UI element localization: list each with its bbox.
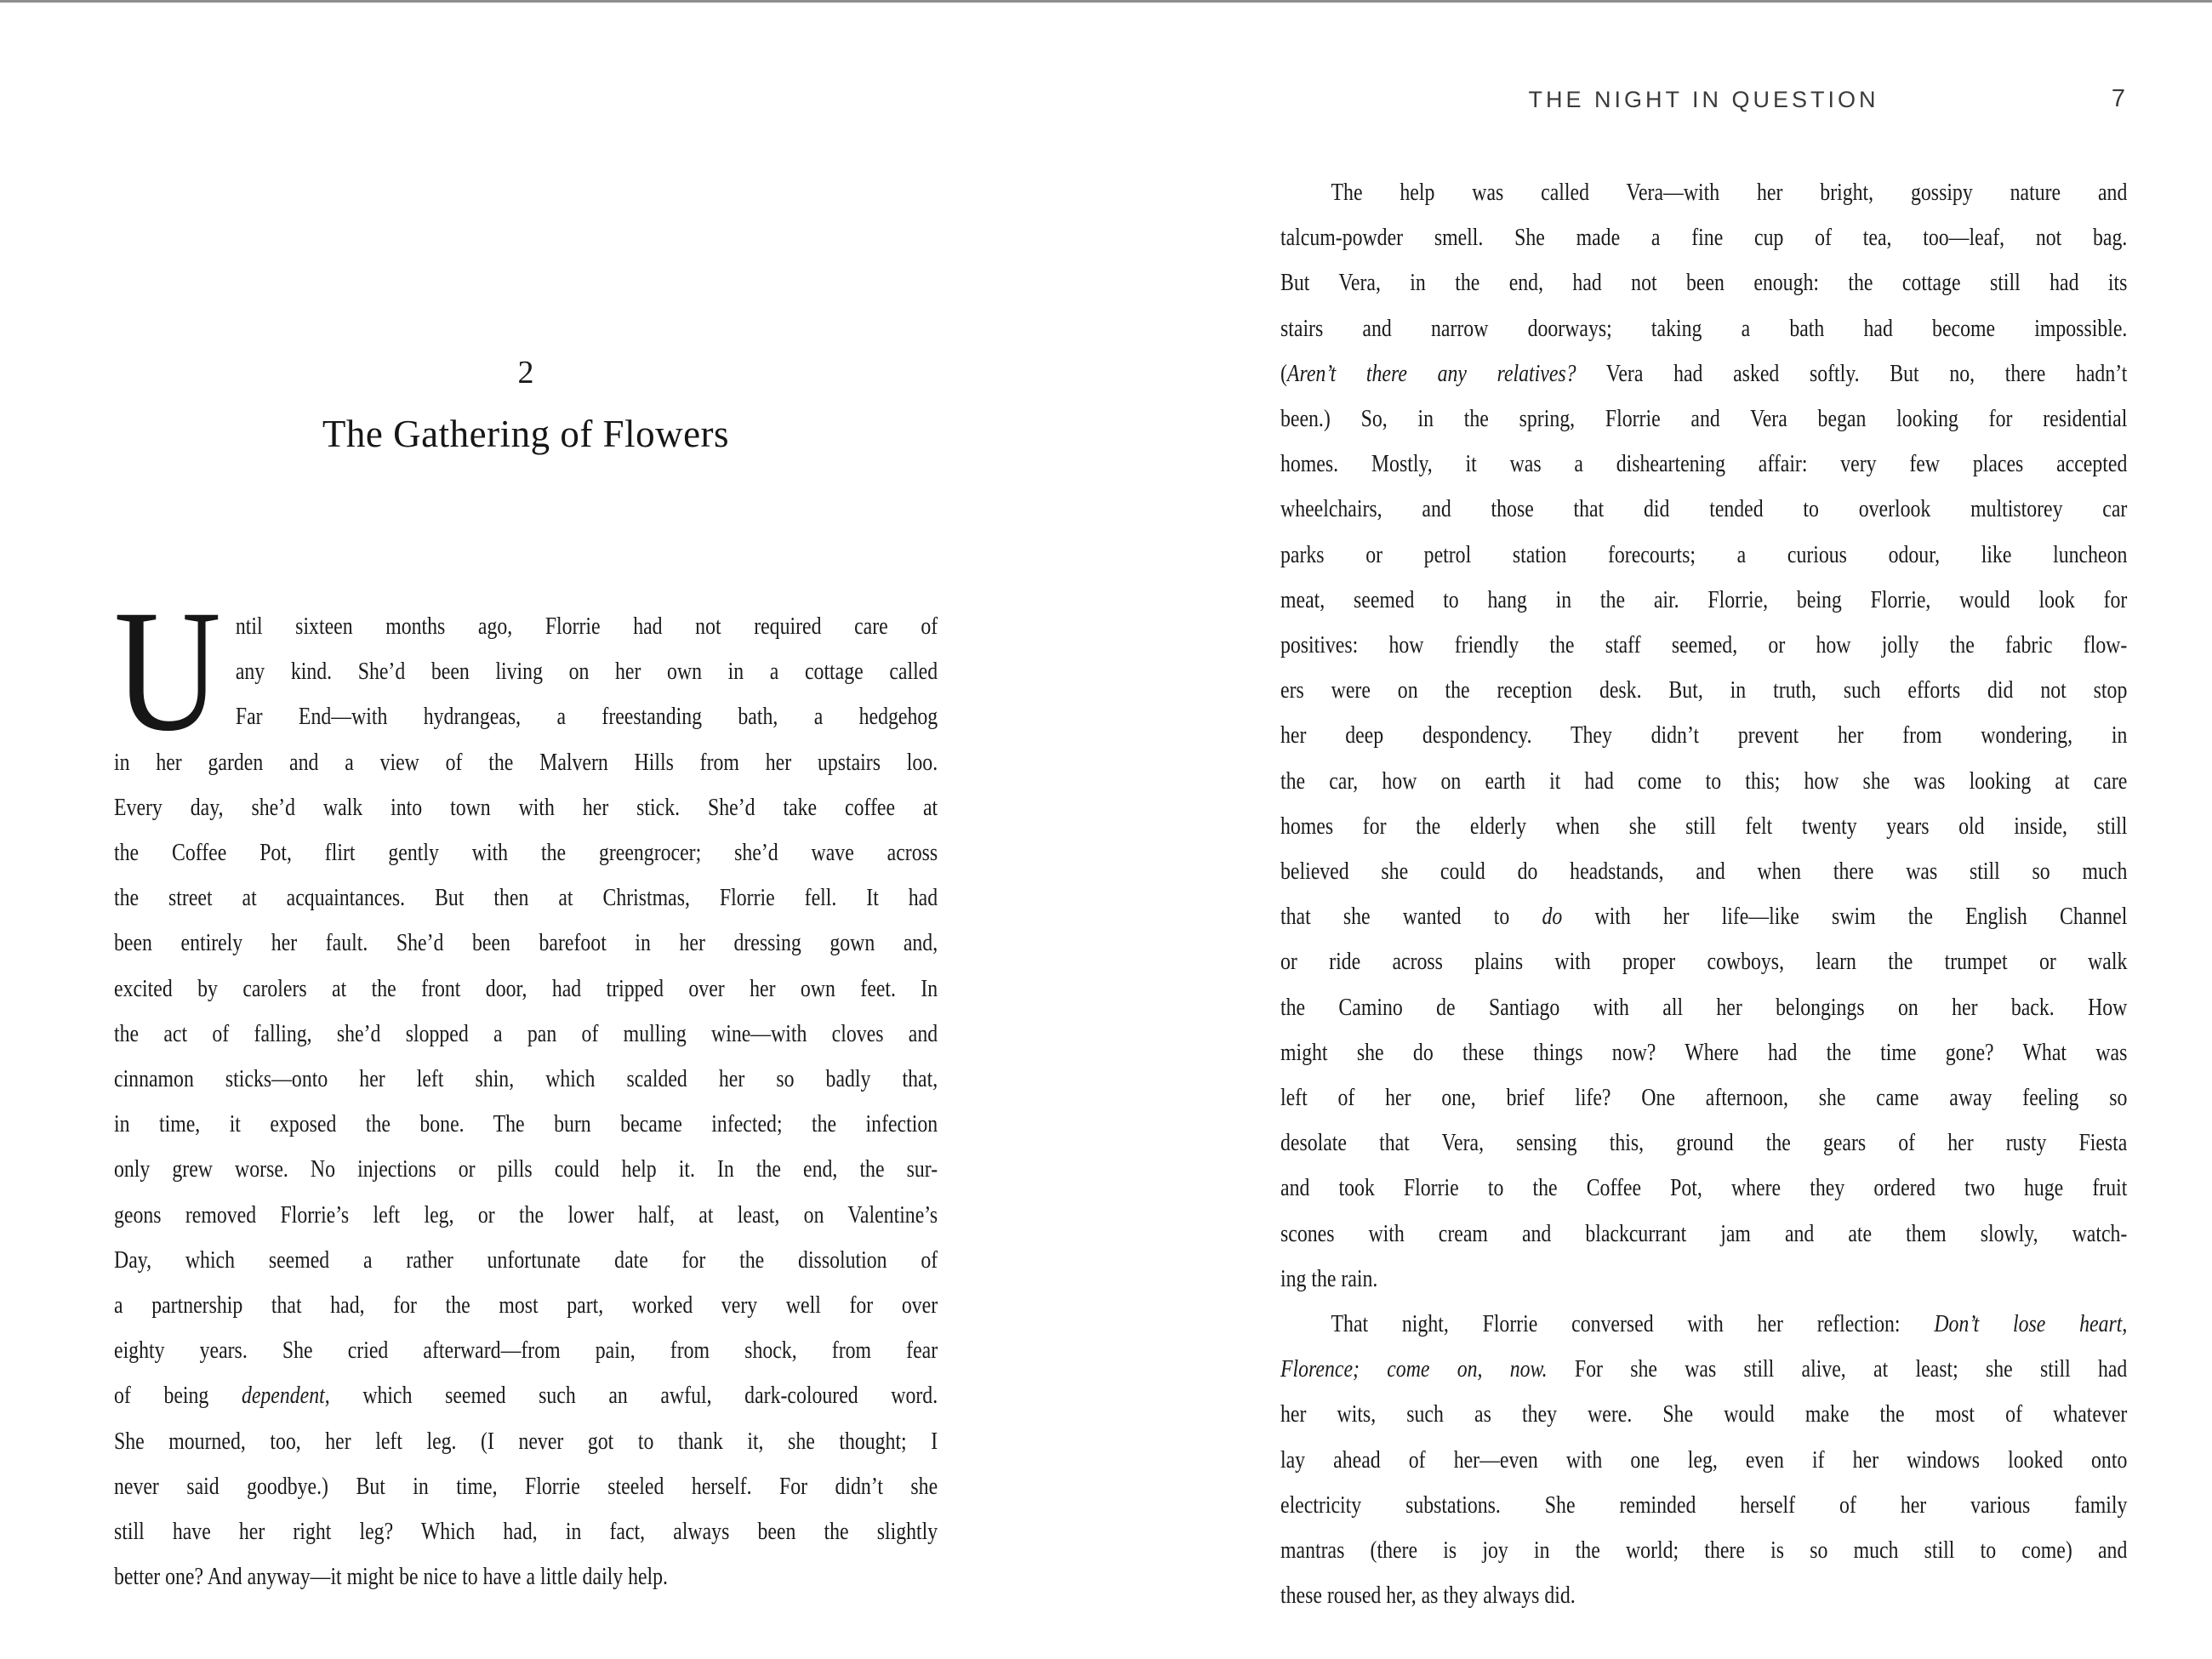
italic-text: Don’t lose heart, xyxy=(1934,1311,2128,1338)
body-text: ntil sixteen months ago, Florrie had not required care of xyxy=(235,613,938,640)
text-line xyxy=(1280,170,2127,215)
body-text: wheelchairs, and those that did tended to overlook multistorey car xyxy=(1280,496,2128,523)
body-text: talcum-powder smell. She made a fine cup of tea, too—leaf, not bag. xyxy=(1280,225,2128,252)
text-line xyxy=(114,875,938,921)
body-text: For she was still alive, at least; she still had xyxy=(1547,1356,2128,1383)
right-page-body xyxy=(1280,170,2127,1619)
chapter-title: The Gathering of Flowers xyxy=(322,413,730,455)
text-line xyxy=(114,1057,938,1102)
screenshot-top-edge xyxy=(0,0,2212,3)
text-line xyxy=(1280,1573,2127,1618)
body-text: scones with cream and blackcurrant jam and ate them slowly, watch- xyxy=(1280,1220,2128,1247)
text-line xyxy=(1280,985,2127,1030)
text-line xyxy=(1280,1302,2127,1347)
text-line xyxy=(114,1283,938,1328)
text-line xyxy=(1280,894,2127,939)
body-text: eighty years. She cried afterward—from pain, from shock, from fear xyxy=(114,1337,938,1365)
running-header xyxy=(1280,87,2127,113)
text-line xyxy=(1280,578,2127,623)
body-text: excited by carolers at the front door, had tripped over her own feet. In xyxy=(114,975,938,1002)
body-text: the car, how on earth it had come to this; how she was looking at care xyxy=(1280,767,2128,795)
body-text: of being xyxy=(114,1382,242,1410)
body-text: mantras (there is joy in the world; there is so much still to come) and xyxy=(1280,1537,2128,1565)
body-text: Far End—with hydrangeas, a freestanding bath, a hedgehog xyxy=(235,704,938,731)
text-line xyxy=(114,1509,938,1554)
text-line xyxy=(1280,1257,2127,1302)
text-line xyxy=(114,1554,938,1599)
body-text: been entirely her fault. She’d been barefoot in her dressing gown and, xyxy=(114,930,938,957)
body-text: never said goodbye.) But in time, Florrie steeled herself. For didn’t she xyxy=(114,1473,938,1500)
body-text: lay ahead of her—even with one leg, even if her windows looked onto xyxy=(1280,1446,2128,1474)
right-text-column xyxy=(1280,170,2127,1619)
body-text: with her life—like swim the English Channel xyxy=(1562,904,2128,931)
body-text: the act of falling, she’d slopped a pan of mulling wine—with cloves and xyxy=(114,1020,938,1047)
text-line xyxy=(114,1147,938,1192)
body-text: in time, it exposed the bone. The burn became infected; the infection xyxy=(114,1111,938,1138)
text-line xyxy=(114,830,938,875)
body-text: That night, Florrie conversed with her reflection: xyxy=(1331,1311,1935,1338)
italic-text: dependent xyxy=(241,1382,325,1410)
text-line xyxy=(114,1328,938,1373)
text-line xyxy=(1280,1347,2127,1392)
body-text: the street at acquaintances. But then at Christmas, Florrie fell. It had xyxy=(114,885,938,912)
text-line xyxy=(1280,260,2127,305)
body-text: Every day, she’d walk into town with her stick. She’d take coffee at xyxy=(114,794,938,821)
body-text: her wits, such as they were. She would make the most of whatever xyxy=(1280,1401,2128,1428)
text-line xyxy=(1280,533,2127,578)
text-line xyxy=(1280,215,2127,260)
body-text: her deep despondency. They didn’t prevent her from wondering, in xyxy=(1280,722,2128,750)
text-line xyxy=(1280,668,2127,713)
body-text: positives: how friendly the staff seemed, or how jolly the fabric flow- xyxy=(1280,632,2128,659)
text-line xyxy=(114,1193,938,1238)
text-line xyxy=(1280,487,2127,532)
body-text: meat, seemed to hang in the air. Florrie, being Florrie, would look for xyxy=(1280,586,2128,613)
body-text: the Camino de Santiago with all her belongings on her back. How xyxy=(1280,994,2128,1021)
body-text: and took Florrie to the Coffee Pot, where they ordered two huge fruit xyxy=(1280,1175,2128,1202)
page-number: 7 xyxy=(2111,85,2125,112)
text-line xyxy=(114,921,938,966)
text-line xyxy=(114,1238,938,1283)
text-line xyxy=(1280,759,2127,804)
body-text: ( xyxy=(1280,360,1287,387)
text-line xyxy=(1280,1392,2127,1437)
text-line xyxy=(1280,396,2127,442)
body-text: cinnamon sticks—onto her left shin, which scalded her so badly that, xyxy=(114,1066,938,1093)
body-text: She mourned, too, her left leg. (I never got to thank it, she thought; I xyxy=(114,1428,938,1455)
text-line xyxy=(1280,1528,2127,1573)
text-line xyxy=(114,1373,938,1418)
italic-text: Aren’t there any relatives? xyxy=(1286,360,1576,387)
italic-text: do xyxy=(1542,904,1563,931)
body-text: homes for the elderly when she still felt twenty years old inside, still xyxy=(1280,812,2128,840)
text-line xyxy=(114,1419,938,1464)
body-text: been.) So, in the spring, Florrie and Vera began looking for residential xyxy=(1280,406,2128,433)
body-text: homes. Mostly, it was a disheartening affair: very few places accepted xyxy=(1280,451,2128,478)
text-line xyxy=(1280,1211,2127,1257)
text-line xyxy=(114,1012,938,1057)
chapter-number: 2 xyxy=(517,355,534,391)
body-text: that she wanted to xyxy=(1280,904,1542,931)
body-text: still have her right leg? Which had, in fact, always been the slightly xyxy=(114,1519,938,1546)
body-text: ing the rain. xyxy=(1280,1265,1378,1292)
body-text: electricity substations. She reminded herself of her various family xyxy=(1280,1491,2128,1519)
body-text: a partnership that had, for the most part, worked very well for over xyxy=(114,1292,938,1320)
body-text: might she do these things now? Where had the time gone? What was xyxy=(1280,1039,2128,1066)
body-text: geons removed Florrie’s left leg, or the lower half, at least, on Valentine’s xyxy=(114,1201,938,1229)
body-text: left of her one, brief life? One afternoon, she came away feeling so xyxy=(1280,1085,2128,1112)
text-line xyxy=(114,785,938,830)
body-text: Day, which seemed a rather unfortunate date for the dissolution of xyxy=(114,1246,938,1274)
text-line xyxy=(1280,849,2127,894)
text-line xyxy=(1280,623,2127,668)
text-line xyxy=(1280,939,2127,984)
body-text: desolate that Vera, sensing this, ground the gears of her rusty Fiesta xyxy=(1280,1130,2128,1157)
body-text: stairs and narrow doorways; taking a bath had become impossible. xyxy=(1280,315,2128,342)
text-line xyxy=(1280,1030,2127,1075)
text-line xyxy=(1280,804,2127,849)
body-text: in her garden and a view of the Malvern Hills from her upstairs loo. xyxy=(114,749,938,776)
body-text: these roused her, as they always did. xyxy=(1280,1582,1576,1610)
text-line xyxy=(1280,442,2127,487)
left-text-column xyxy=(114,574,938,1599)
body-text: only grew worse. No injections or pills could help it. In the end, the sur- xyxy=(114,1156,938,1183)
body-text: ers were on the reception desk. But, in truth, such efforts did not stop xyxy=(1280,677,2128,704)
text-line xyxy=(1280,1483,2127,1528)
text-line xyxy=(1280,1120,2127,1166)
text-line xyxy=(1280,351,2127,396)
text-line xyxy=(114,1102,938,1147)
body-text: The help was called Vera—with her bright, gossipy nature and xyxy=(1331,180,2128,206)
text-line xyxy=(114,740,938,785)
left-page-body xyxy=(114,574,938,1599)
text-line xyxy=(1280,306,2127,351)
italic-text: Florence; come on, now. xyxy=(1280,1356,1548,1383)
body-text: or ride across plains with proper cowboys, learn the trumpet or walk xyxy=(1280,949,2128,976)
body-text: any kind. She’d been living on her own in a cottage called xyxy=(235,658,938,686)
text-line xyxy=(1280,1075,2127,1120)
body-text: But Vera, in the end, had not been enough: the cottage still had its xyxy=(1280,270,2128,297)
text-line xyxy=(1280,1438,2127,1483)
body-text: Vera had asked softly. But no, there hadn’t xyxy=(1576,360,2128,387)
body-text: better one? And anyway—it might be nice to have a little daily help. xyxy=(114,1564,669,1591)
text-line xyxy=(1280,1166,2127,1211)
body-text: believed she could do headstands, and when there was still so much xyxy=(1280,858,2128,886)
drop-cap: U xyxy=(114,574,221,767)
body-text: , which seemed such an awful, dark-coloured word. xyxy=(324,1382,938,1410)
text-line xyxy=(1280,713,2127,758)
running-header-title: THE NIGHT IN QUESTION xyxy=(1528,87,1879,112)
text-line xyxy=(114,966,938,1012)
body-text: parks or petrol station forecourts; a curious odour, like luncheon xyxy=(1280,541,2128,568)
body-text: the Coffee Pot, flirt gently with the greengrocer; she’d wave across xyxy=(114,840,938,867)
text-line xyxy=(114,694,938,739)
text-line xyxy=(114,1464,938,1509)
text-line xyxy=(114,649,938,694)
